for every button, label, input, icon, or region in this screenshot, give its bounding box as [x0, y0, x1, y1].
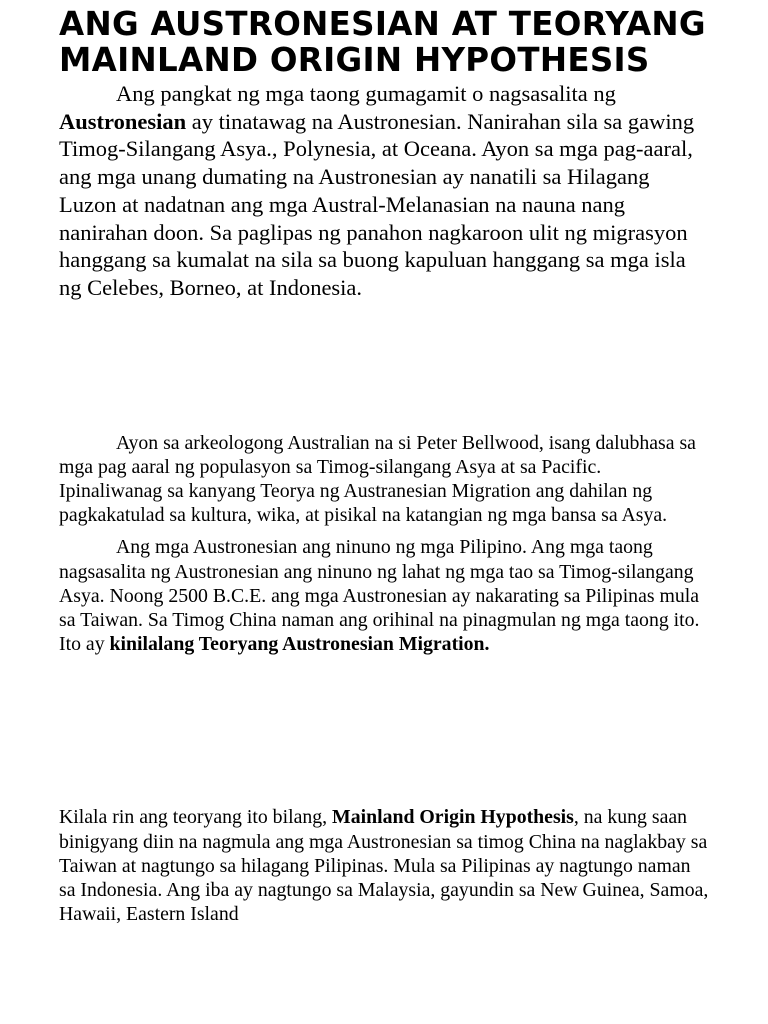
paragraph-bellwood [59, 431, 709, 528]
paragraph-text: ay tinatawag na Austronesian. Nanirahan sila sa gawing Timog-Silangang Asya., Polynesia, at Oceana. Ayon sa mga pag-aaral, ang mga unang dumating na Austronesian ay nanatili sa Hilagang Luzon at nadatnan ang mga Austral-Melanasian na nauna nang nanirahan doon. Sa paglipas ng panahon nagkaroon ulit ng migrasyon hanggang sa kumalat na sila sa buong kapuluan hanggang sa mga isla ng Celebes, Borneo, at Indonesia. [59, 108, 695, 300]
paragraph-mainland-origin [59, 805, 709, 926]
paragraph-text: Kilala rin ang teoryang ito bilang, [59, 806, 333, 829]
document-page [59, 0, 709, 926]
paragraph-text: Ang mga Austronesian ang ninuno ng mga Pilipino. Ang mga taong nagsasalita ng Austronesian ang ninuno ng lahat ng mga tao sa Timog-silangang Asya. Noong 2500 B.C.E. ang mga Austronesian ay nakarating sa Pilipinas mula sa Taiwan. Sa Timog China naman ang orihinal na pinagmulan ng mga taong ito. Ito ay [59, 536, 700, 656]
paragraph-text: , na kung saan binigyang diin na nagmula ang mga Austronesian sa timog China na naglakbay sa Taiwan at nagtungo sa hilagang Pilipinas. Mula sa Pilipinas ay nagtungo naman sa Indonesia. Ang iba ay nagtungo sa Malaysia, gayundin sa New Guinea, Samoa, Hawaii, Eastern Island [59, 806, 709, 926]
paragraph-austronesian-intro [59, 80, 709, 302]
document-title: ANG AUSTRONESIAN AT TEORYANG MAINLAND ORIGIN HYPOTHESIS [59, 5, 706, 79]
paragraph-text: Ang pangkat ng mga taong gumagamit o nagsasalita ng [116, 81, 616, 106]
paragraph-austronesian-migration [59, 535, 709, 656]
bold-term: Mainland Origin Hypothesis [332, 806, 574, 829]
paragraph-text: Ayon sa arkeologong Australian na si Peter Bellwood, isang dalubhasa sa mga pag aaral ng populasyon sa Timog-silangang Asya at sa Pacific. Ipinaliwanag sa kanyang Teorya ng Austranesian Migration ang dahilan ng pagkakatulad sa kultura, wika, at pisikal na katangian ng mga bansa sa Asya. [59, 431, 696, 527]
bold-term: Austronesian [59, 108, 187, 134]
bold-term: kinilalang Teoryang Austronesian Migration. [109, 633, 490, 656]
